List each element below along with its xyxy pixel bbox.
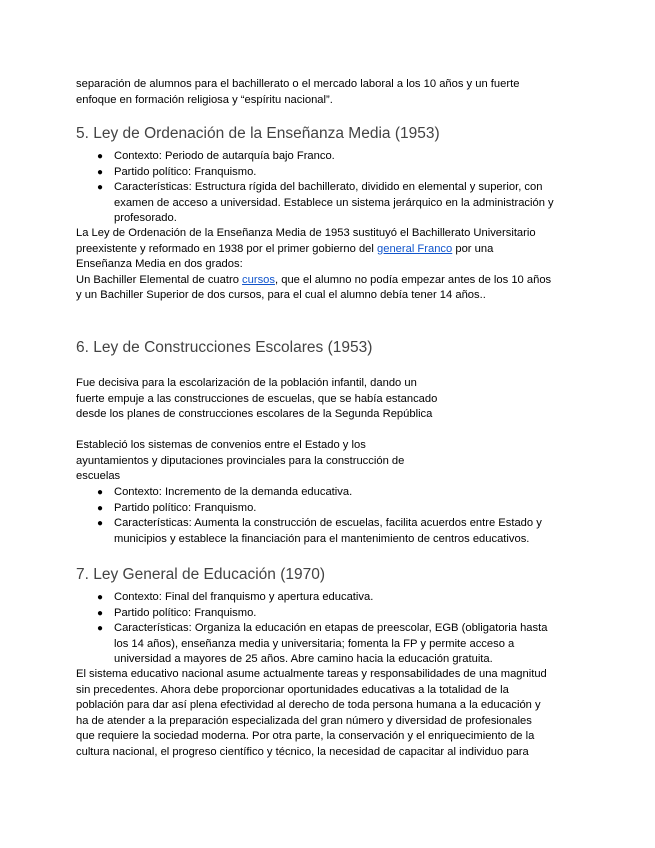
bullet-icon: ●	[97, 487, 104, 498]
text-line: preexistente y reformado en 1938 por el primer gobierno del general Franco por una	[76, 242, 494, 255]
text-line: sin precedentes. Ahora debe proporcionar oportunidades educativas a la totalidad de la	[76, 683, 509, 696]
bullet-icon: ●	[97, 623, 104, 634]
list-item: ● Características: Estructura rígida del bachillerato, dividido en elemental y superior, con examen de acceso a universidad. Establece un sistema jerárquico en la administración y profesorado.	[97, 181, 554, 224]
text-line: que requiere la sociedad moderna. Por otra parte, la conservación y el enriquecimiento de la	[76, 730, 535, 742]
intro-paragraph	[76, 77, 519, 108]
section-6-heading: 6. Ley de Construcciones Escolares (1953)	[76, 339, 373, 356]
general-franco-link[interactable]: general Franco	[377, 242, 453, 255]
text-line: ayuntamientos y diputaciones provinciales para la construcción de	[76, 454, 405, 467]
text-line: fuerte empuje a las construcciones de escuelas, que se había estancado	[76, 392, 438, 405]
list-item: ● Contexto: Final del franquismo y apertura educativa.	[76, 590, 581, 606]
text-line: separación de alumnos para el bachillerato o el mercado laboral a los 10 años y un fuerte	[76, 78, 520, 90]
text-line: población para dar así plena efectividad al derecho de toda persona humana a la educación y	[76, 699, 541, 711]
text-line: cultura nacional, el progreso científico y técnico, la necesidad de capacitar al individuo para	[76, 745, 529, 758]
text-line: enfoque en formación religiosa y “espíritu nacional”.	[76, 93, 333, 106]
bullet-icon: ●	[97, 166, 104, 178]
bullet-icon: ●	[97, 182, 104, 193]
section-5-heading: 5. Ley de Ordenación de la Enseñanza Media (1953)	[76, 125, 440, 142]
text-line: ha de atender a la preparación especializada del gran número y diversidad de profesionales	[76, 714, 532, 727]
text-line: desde los planes de construcciones escolares de la Segunda República	[76, 408, 433, 420]
section-6-body-2	[76, 438, 404, 485]
section-7-heading: 7. Ley General de Educación (1970)	[76, 566, 326, 583]
section-6-body-1	[76, 376, 437, 423]
bullet-icon: ●	[97, 151, 104, 162]
bullet-icon: ●	[97, 502, 104, 514]
text-line: Estableció los sistemas de convenios entre el Estado y los	[76, 439, 366, 451]
text-line: Enseñanza Media en dos grados:	[76, 258, 243, 270]
section-7-bullets	[76, 590, 581, 668]
text-line: y un Bachiller Superior de dos cursos, para el cual el alumno debía tener 14 años..	[76, 289, 486, 301]
text-line: El sistema educativo nacional asume actualmente tareas y responsabilidades de una magnitud	[76, 668, 547, 680]
bullet-icon: ●	[97, 592, 104, 603]
text-line: Fue decisiva para la escolarización de la población infantil, dando un	[76, 377, 417, 389]
list-item: ● Partido político: Franquismo.	[76, 606, 581, 622]
text-line: escuelas	[76, 470, 121, 482]
cursos-link[interactable]: cursos	[242, 273, 275, 286]
section-6-bullets	[76, 485, 581, 547]
text-line: Un Bachiller Elemental de cuatro cursos, que el alumno no podía empezar antes de los 10 años	[76, 273, 552, 286]
text-line: La Ley de Ordenación de la Enseñanza Media de 1953 sustituyó el Bachillerato Universitario	[76, 227, 536, 239]
bullet-icon: ●	[97, 607, 104, 619]
section-5-body	[76, 226, 581, 304]
list-item: ● Contexto: Incremento de la demanda educativa.	[76, 485, 581, 501]
section-5-bullets	[76, 149, 581, 227]
list-item: ● Características: Organiza la educación en etapas de preescolar, EGB (obligatoria hasta los 14 años), enseñanza media y universitaria; fomenta la FP y permite acceso a universidad a mayores de 25 años. Abre camino hacia la educación gratuita.	[97, 622, 548, 665]
list-item: ● Partido político: Franquismo.	[76, 165, 581, 181]
section-7-body	[76, 667, 581, 760]
list-item: ● Características: Aumenta la construcción de escuelas, facilita acuerdos entre Estado y municipios y establece la financiación para el mantenimiento de centros educativos.	[97, 517, 542, 545]
bullet-icon: ●	[97, 518, 104, 529]
list-item: ● Contexto: Periodo de autarquía bajo Franco.	[76, 149, 581, 165]
list-item: ● Partido político: Franquismo.	[76, 501, 581, 517]
